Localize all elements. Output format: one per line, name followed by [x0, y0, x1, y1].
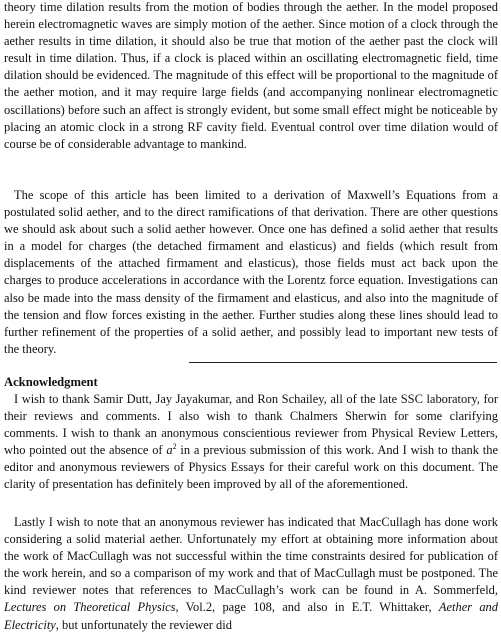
thanks-text-a: I wish to thank Samir Dutt, Jay Jayakumar, and Ron Schailey, all of the late SSC laboratory, for their reviews and comments. I also wish to thank Chalmers Sherwin for some clarifying comments. I wish to thank an anonymous conscientious reviewer from Physical Review Letters, who pointed out the absence of — [4, 392, 498, 458]
maccullagh-text-a: Lastly I wish to note that an anonymous reviewer has indicated that MacCullagh has done work considering a solid material aether. Unfortunately my effort at obtaining more information about the work of MacCullagh was not successful within the time constraints desired for publication of the work herein, and so a comparison of my work and that of MacCullagh must be postponed. The kind reviewer notes that references to MacCullagh’s work can be found in A. Sommerfeld, — [4, 515, 498, 598]
symbol-exponent: 2 — [172, 442, 177, 452]
symbol-a: a — [166, 443, 173, 458]
paragraph-time-dilation: theory time dilation results from the motion of bodies through the aether. In the model proposed herein electromagnetic waves are simply motion of the aether. Since motion of a clock through the aether results in time dilation, it should also be true that motion of the aether past the clock will result in time dilation. Thus, if a clock is placed within an oscillating electromagnetic field, time dilation should be evidenced. The magnitude of this effect will be proportional to the magnitude of the aether motion, and it may require large fields (and accompanying nonlinear electromagnetic oscillations) before such an affect is strongly evident, but some small effect might be noticeable by placing an atomic clock in a strong RF cavity field. Eventual control over time dilation would of course be of considerable advantage to mankind. — [4, 0, 498, 151]
paragraph-scope: The scope of this article has been limited to a derivation of Maxwell’s Equations from a postulated solid aether, and to the direct ramifications of that derivation. There are other questions we should ask about such a solid aether however. Once one has defined a solid aether that results in a model for charges (the detached firmament and elasticus) and fields (which result from displacements of the attached firmament and elasticus), those fields must act back upon the charges to produce accelerations in accordance with the Lorentz force equation. Investigations can also be made into the mass density of the firmament and elasticus, and also into the magnitude of the tension and flow forces existing in the aether. Further studies along these lines should lead to further refinement of the properties of a solid aether, and possibly lead to important new tests of the theory. — [4, 188, 498, 356]
reference-title-sommerfeld: Lectures on Theoretical Physics — [4, 600, 176, 615]
thanks-text-b: in a previous submission of this work. And I wish to thank the editor and anonymous reviewers of Physics Essays for their careful work on this document. The clarity of presentation has definitely been improved by all of the aforementioned. — [4, 443, 498, 492]
acknowledgment-heading: Acknowledgment — [4, 375, 98, 389]
paragraph-thanks — [4, 391, 498, 494]
maccullagh-text-b: , Vol.2, page 108, and also in E.T. Whittaker, — [175, 600, 439, 615]
reference-title-whittaker: Aether and Electricity — [4, 600, 498, 632]
section-divider — [189, 362, 497, 363]
maccullagh-text-c: , but unfortunately the reviewer did — [55, 617, 232, 632]
paragraph-maccullagh — [4, 514, 498, 634]
